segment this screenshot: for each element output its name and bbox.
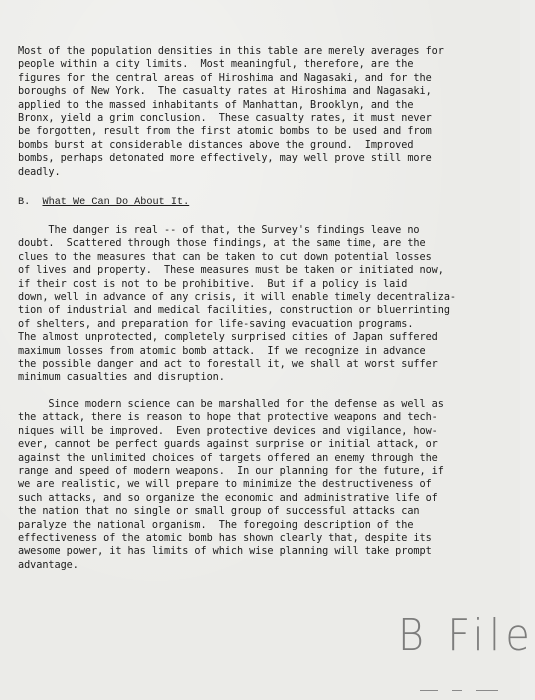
section-label: B.	[18, 197, 31, 208]
paragraph-modern-science: Since modern science can be marshalled for the defense as well as the attack, there is reason to hope that protective weapons and tech- niques will be improved. Even protective devices and vigilance, how- ever, cannot be perfect guards against surprise or initial attack, or against the unlimited choices of targets offered an enemy through the range and speed of modern weapons. In our planning for the future, if we are realistic, we will prepare to minimize the destructiveness of such attacks, and so organize the economic and administrative life of the nation that no single or small group of successful attacks can paralyze the national organism. The foregoing description of the effectiveness of the atomic bomb has shown clearly that, despite its awesome power, it has limits of which wise planning will take prompt advantage.	[18, 399, 444, 571]
paragraph-danger-is-real: The danger is real -- of that, the Survey's findings leave no doubt. Scattered through those findings, at the same time, are the clues to the measures that can be taken to cut down potential losses of lives and property. These measures must be taken or initiated now, if their cost is not to be prohibitive. But if a policy is laid down, well in advance of any crisis, it will enable timely decentraliza- tion of industrial and medical facilities, construction or bluerrinting of shelters, and preparation for life-saving evacuation programs. The almost unprotected, completely surprised cities of Japan suffered maximum losses from atomic bomb attack. If we recognize in advance the possible danger and act to forestall it, we shall at worst suffer minimum casualties and disruption.	[18, 225, 457, 384]
paragraph-population-densities: Most of the population densities in this table are merely averages for people within a city limits. Most meaningful, therefore, are the figures for the central areas of Hiroshima and Nagasaki, and for the boroughs of New York. The casualty rates at Hiroshima and Nagasaki, applied to the massed inhabitants of Manhattan, Brooklyn, and the Bronx, yield a grim conclusion. These casualty rates, it must never be forgotten, result from the first atomic bombs to be used and from bombs burst at considerable distances above the ground. Improved bombs, perhaps detonated more effectively, may well prove still more deadly.	[18, 46, 444, 178]
section-heading	[18, 196, 189, 209]
stamp-trace-marks	[420, 686, 510, 700]
file-stamp: B File	[398, 610, 535, 661]
section-title: What We Can Do About It.	[42, 197, 190, 208]
